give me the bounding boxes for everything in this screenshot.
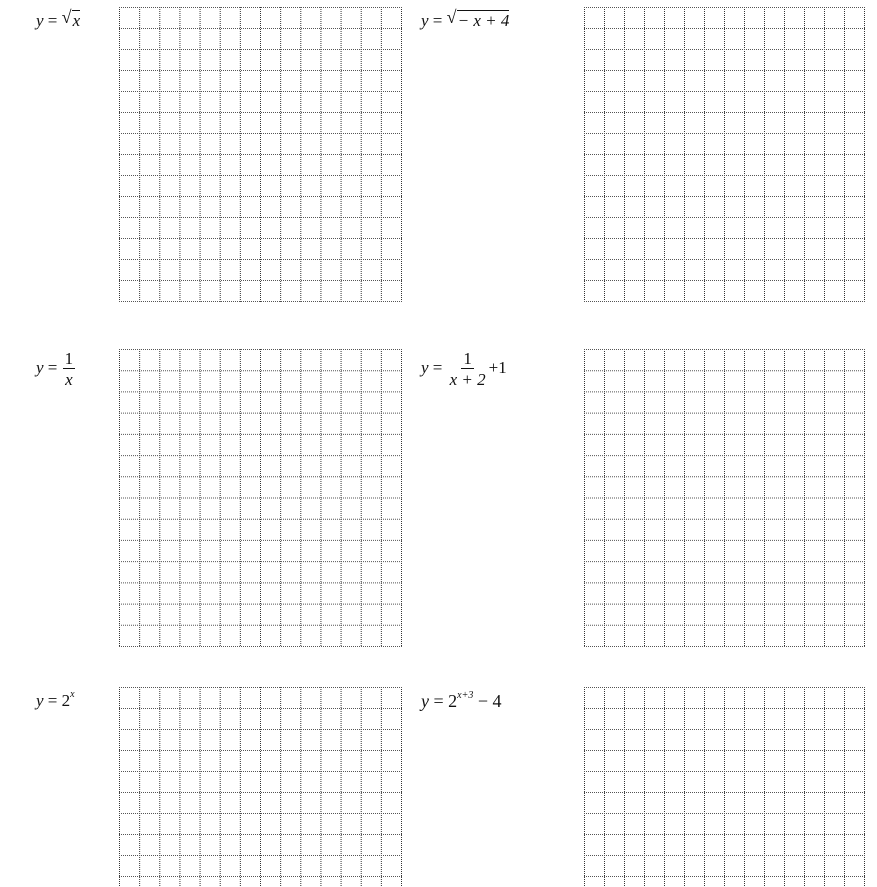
equation-lhs: y	[36, 357, 44, 377]
exponent: x+3	[457, 690, 474, 701]
equation-sqrt-neg-x-plus-4	[421, 7, 510, 30]
radicand: x	[72, 11, 81, 30]
equation-reciprocal	[36, 350, 76, 388]
equals-sign: =	[432, 11, 443, 30]
graph-grid[interactable]	[119, 349, 402, 647]
equation-exponential	[36, 689, 75, 710]
square-root	[61, 7, 81, 30]
equation-sqrt-x	[36, 7, 81, 30]
exponent-base: 2	[61, 691, 71, 710]
radical-sign-icon: √	[61, 7, 72, 27]
radicand: − x + 4	[457, 11, 510, 30]
denominator: x	[65, 370, 73, 389]
equation-reciprocal-shifted	[421, 350, 507, 388]
equals-sign: =	[47, 357, 58, 377]
fraction	[448, 350, 488, 388]
numerator: 1	[463, 349, 472, 368]
graph-grid[interactable]	[584, 349, 865, 647]
graph-grid[interactable]	[119, 687, 402, 887]
exponent: x	[70, 689, 75, 700]
fraction	[63, 350, 76, 388]
denominator: x + 2	[449, 370, 486, 389]
equation-lhs: y	[421, 11, 429, 30]
equals-sign: =	[47, 11, 58, 30]
equation-lhs: y	[421, 357, 429, 377]
equation-tail: +1	[488, 357, 507, 377]
radical-sign-icon: √	[446, 7, 457, 27]
graph-grid[interactable]	[119, 7, 402, 302]
equation-lhs: y	[36, 11, 44, 30]
exponent-base: 2	[448, 691, 458, 711]
equation-lhs: y	[421, 691, 429, 711]
equals-sign: =	[432, 357, 443, 377]
equation-exponential-shifted	[421, 692, 502, 710]
equals-sign: =	[433, 691, 444, 711]
equals-sign: =	[47, 691, 58, 710]
graph-grid[interactable]	[584, 687, 865, 887]
equation-lhs: y	[36, 691, 44, 710]
graph-grid[interactable]	[584, 7, 865, 302]
equation-tail: − 4	[477, 691, 502, 711]
numerator: 1	[64, 349, 74, 368]
square-root	[446, 7, 510, 30]
